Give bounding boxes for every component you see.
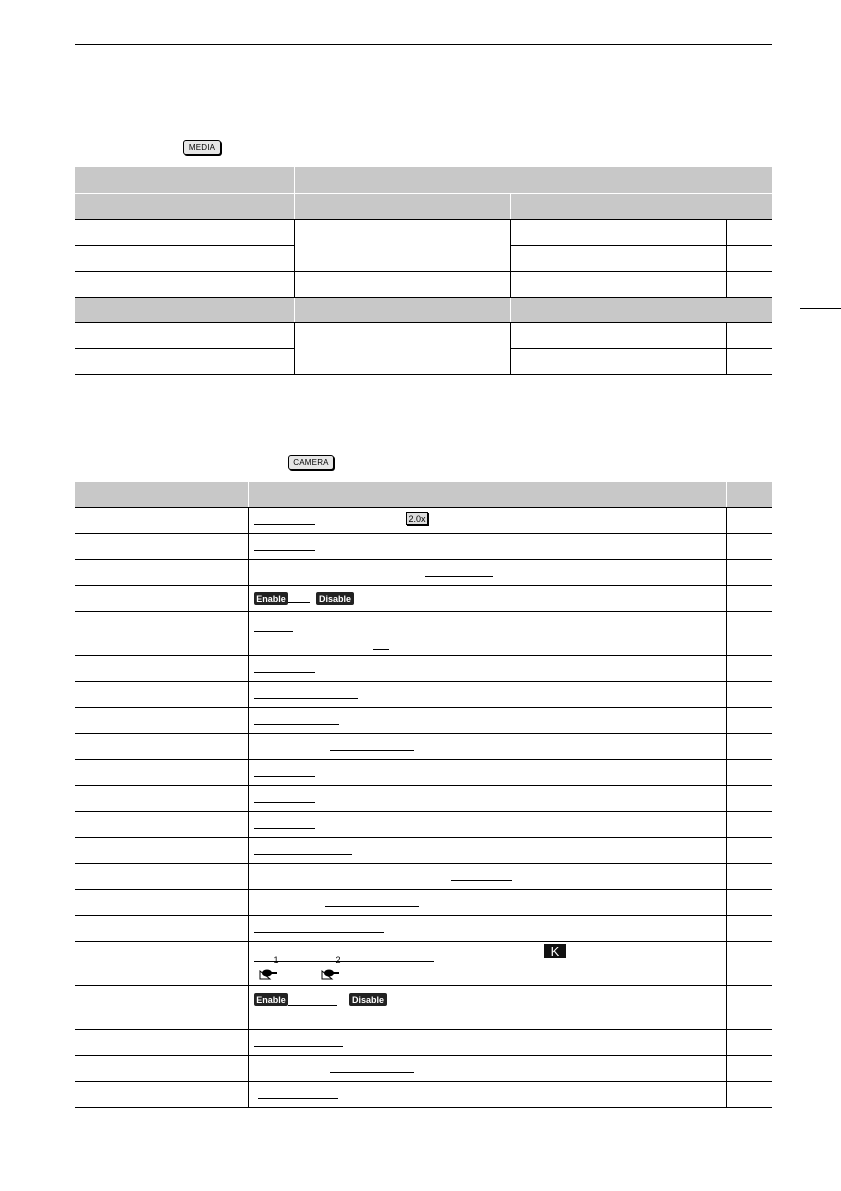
table2-column-rule [248, 507, 249, 1107]
default-underline [254, 698, 358, 699]
page-top-rule [75, 44, 772, 45]
table1-row-rule [75, 219, 772, 220]
gain-preset-2-number: 2 [335, 955, 341, 965]
table2-row-rule [75, 985, 772, 986]
table2-header-divider [726, 482, 727, 507]
gain-preset-2-icon [320, 963, 344, 981]
table1-column-rule [294, 219, 295, 298]
table1-header-divider [510, 194, 511, 219]
table1-row-rule [510, 348, 772, 349]
disable-icon: Disable [316, 592, 354, 605]
default-underline [254, 828, 315, 829]
default-underline [254, 961, 434, 962]
default-underline [254, 1046, 343, 1047]
table1-header-separator [75, 193, 772, 194]
table1-row-rule [75, 245, 295, 246]
gain-preset-1-number: 1 [273, 955, 279, 965]
table2-row-rule [75, 533, 772, 534]
default-underline [258, 1098, 338, 1099]
table2-header-divider [248, 482, 249, 507]
default-underline [330, 1072, 414, 1073]
table1-subheader-divider [510, 298, 511, 322]
table1-header-band-2 [75, 194, 772, 219]
default-underline [330, 750, 414, 751]
side-tab-marker [800, 308, 841, 309]
table2-row-rule [75, 611, 772, 612]
table2-row-rule [75, 585, 772, 586]
default-underline [254, 854, 352, 855]
table2-row-rule [75, 559, 772, 560]
table2-row-rule [75, 655, 772, 656]
default-underline [254, 932, 384, 933]
table1-bottom-rule [75, 374, 772, 375]
default-underline [425, 576, 493, 577]
table2-row-rule [75, 1029, 772, 1030]
digital-zoom-2x-icon: 2.0x [406, 512, 428, 525]
table2-column-rule [726, 507, 727, 1107]
table1-column-rule [726, 322, 727, 375]
default-underline [254, 524, 315, 525]
disable-icon: Disable [349, 993, 387, 1006]
table1-header-band-1 [75, 167, 772, 193]
default-underline [288, 1005, 337, 1006]
table2-row-rule [75, 811, 772, 812]
table2-row-rule [75, 1055, 772, 1056]
table1-column-rule [294, 322, 295, 375]
default-underline [254, 631, 293, 632]
table2-row-rule [75, 785, 772, 786]
table1-row-rule [510, 245, 772, 246]
default-underline [254, 672, 315, 673]
table1-row-rule [75, 271, 772, 272]
table2-row-rule [75, 1081, 772, 1082]
enable-icon: Enable [254, 993, 288, 1006]
media-mode-badge: MEDIA [183, 140, 221, 155]
kelvin-icon: K [544, 944, 566, 958]
table1-column-rule [726, 219, 727, 298]
default-underline [373, 649, 389, 650]
table2-header-band [75, 482, 772, 507]
table1-column-rule [510, 219, 511, 298]
default-underline [325, 906, 419, 907]
camera-mode-badge: CAMERA [288, 455, 334, 470]
table2-row-rule [75, 915, 772, 916]
table2-row-rule [75, 507, 772, 508]
table2-row-rule [75, 941, 772, 942]
table2-row-rule [75, 733, 772, 734]
default-underline [254, 550, 315, 551]
table2-row-rule [75, 759, 772, 760]
table2-row-rule [75, 707, 772, 708]
gain-preset-1-icon [258, 963, 282, 981]
default-underline [451, 880, 512, 881]
default-underline [254, 724, 339, 725]
table1-row-rule [75, 348, 295, 349]
table1-row-rule [75, 322, 772, 323]
enable-icon: Enable [254, 592, 288, 605]
table2-row-rule [75, 681, 772, 682]
table1-subheader-divider [294, 298, 295, 322]
table2-row-rule [75, 889, 772, 890]
table1-column-rule [510, 322, 511, 375]
default-underline [254, 802, 315, 803]
default-underline [254, 776, 315, 777]
table2-row-rule [75, 837, 772, 838]
table2-row-rule [75, 863, 772, 864]
table2-bottom-rule [75, 1107, 772, 1108]
table1-subheader-band [75, 298, 772, 322]
